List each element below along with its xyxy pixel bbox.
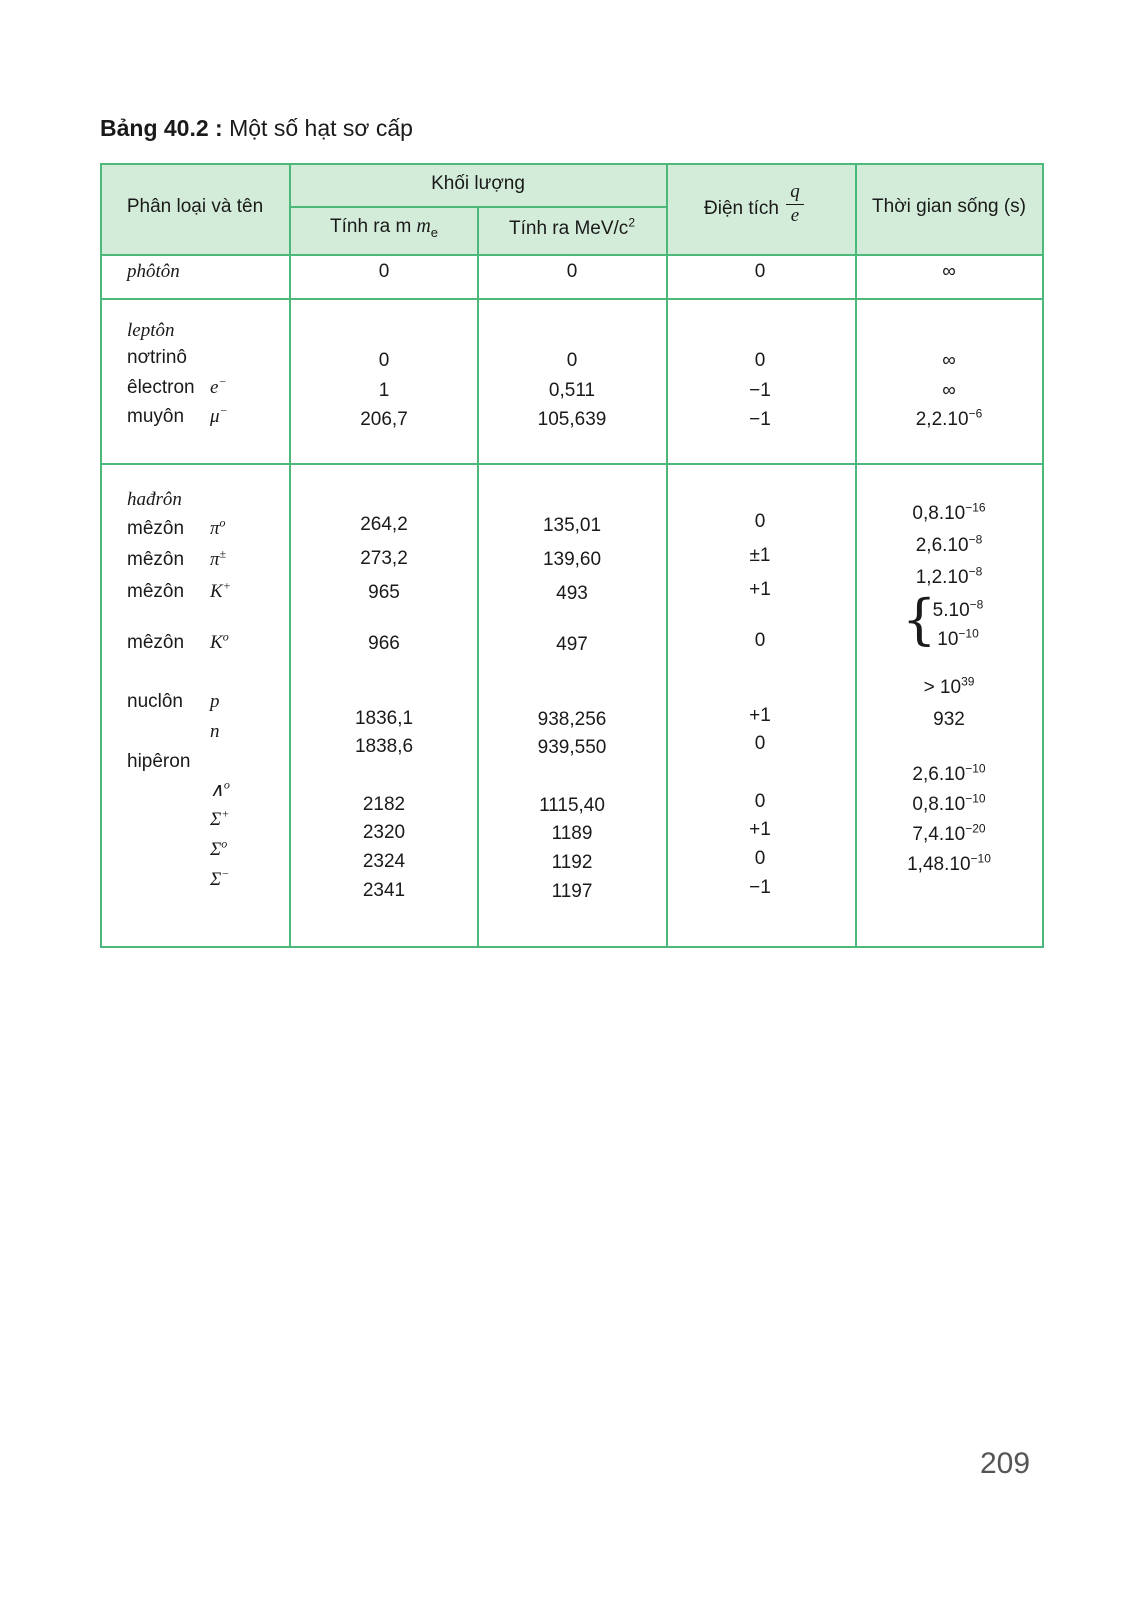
hadron-mass-mev: 939,550 bbox=[537, 737, 607, 758]
hadron-lifetime: $10^{-10}$ bbox=[937, 626, 979, 650]
table-border-right bbox=[1042, 163, 1044, 948]
lepton-lifetime: ∞ bbox=[942, 350, 956, 371]
lepton-symbol: e− bbox=[210, 374, 227, 398]
photon-name: phôtôn bbox=[127, 261, 180, 282]
header-charge: Điện tích bbox=[704, 198, 779, 219]
lifetime-brace: { bbox=[902, 588, 937, 651]
hadron-symbol: p bbox=[210, 691, 220, 712]
hadron-mass-mev: 135,01 bbox=[542, 515, 602, 536]
col-divider-2 bbox=[477, 206, 479, 948]
hadron-name: hipêron bbox=[127, 751, 191, 772]
photon-row-line bbox=[100, 298, 1044, 300]
charge-fraction-denominator: e bbox=[790, 205, 800, 226]
header-mass: Khối lượng bbox=[431, 173, 525, 194]
hadron-lifetime: $5.10^{-8}$ bbox=[932, 597, 984, 621]
hadron-mass-me: 1838,6 bbox=[354, 736, 414, 757]
hadron-charge: ±1 bbox=[749, 545, 771, 566]
hadron-mass-me: 2341 bbox=[362, 880, 406, 901]
hadron-mass-mev: 1192 bbox=[551, 852, 593, 873]
hadron-charge: +1 bbox=[749, 705, 771, 726]
hadron-lifetime: $2,6.10^{-8}$ bbox=[915, 532, 983, 556]
hadron-charge: 0 bbox=[754, 848, 766, 869]
col-divider-3 bbox=[666, 163, 668, 948]
table-border-left bbox=[100, 163, 102, 948]
lepton-name: nơtrinô bbox=[127, 347, 187, 368]
hadron-name: mêzôn bbox=[127, 518, 185, 539]
lepton-mass-me: 1 bbox=[378, 380, 390, 401]
lepton-name: muyôn bbox=[127, 406, 185, 427]
hadron-charge: 0 bbox=[754, 791, 766, 812]
lepton-mass-mev: 105,639 bbox=[537, 409, 607, 430]
table-border-top bbox=[100, 163, 1044, 165]
lepton-charge: −1 bbox=[749, 380, 771, 401]
lepton-symbol: μ− bbox=[210, 403, 228, 427]
hadron-mass-mev: 139,60 bbox=[542, 549, 602, 570]
hadron-mass-me: 2324 bbox=[362, 851, 406, 872]
hadron-name: mêzôn bbox=[127, 581, 185, 602]
hadron-symbol: π± bbox=[210, 546, 227, 570]
hadron-name: mêzôn bbox=[127, 632, 185, 653]
lepton-mass-me: 0 bbox=[378, 350, 390, 371]
photon-mass-me: 0 bbox=[378, 261, 390, 282]
hadron-symbol: $\Sigma^o$ bbox=[210, 836, 228, 860]
hadron-mass-mev: 493 bbox=[556, 583, 588, 604]
hadron-symbol: $K^o$ bbox=[210, 629, 229, 653]
hadron-symbol: ∧$^o$ bbox=[210, 777, 230, 801]
lepton-row-line bbox=[100, 463, 1044, 465]
hadron-charge: +1 bbox=[749, 819, 771, 840]
lepton-lifetime: $2,2.10^{-6}$ bbox=[915, 406, 983, 430]
hadron-charge: 0 bbox=[754, 733, 766, 754]
hadron-name: mêzôn bbox=[127, 549, 185, 570]
hadron-lifetime: $7,4.10^{-20}$ bbox=[912, 821, 986, 845]
hadron-symbol: $\pi^o$ bbox=[210, 515, 226, 539]
hadron-charge: 0 bbox=[754, 511, 766, 532]
photon-charge: 0 bbox=[754, 261, 766, 282]
header-classification: Phân loại và tên bbox=[126, 196, 264, 217]
lepton-mass-mev: 0,511 bbox=[548, 380, 596, 401]
hadron-lifetime: $2,6.10^{-10}$ bbox=[912, 761, 986, 785]
col-divider-1 bbox=[289, 163, 291, 948]
photon-mass-mev: 0 bbox=[566, 261, 578, 282]
caption-label: Bảng 40.2 : bbox=[100, 115, 223, 141]
lepton-charge: 0 bbox=[754, 350, 766, 371]
mass-subheader-line bbox=[290, 206, 668, 208]
hadron-mass-mev: 938,256 bbox=[537, 709, 607, 730]
table-border-bottom bbox=[100, 946, 1044, 948]
hadron-charge: −1 bbox=[749, 877, 771, 898]
particle-table bbox=[100, 163, 1044, 948]
col-divider-4 bbox=[855, 163, 857, 948]
header-bottom-line bbox=[100, 254, 1044, 256]
caption-text: Một số hạt sơ cấp bbox=[229, 115, 413, 141]
lepton-mass-mev: 0 bbox=[566, 350, 578, 371]
hadron-mass-me: 965 bbox=[368, 582, 400, 603]
hadron-name: nuclôn bbox=[127, 691, 183, 712]
hadron-lifetime: 932 bbox=[933, 709, 965, 730]
hadron-mass-mev: 1115,40 bbox=[539, 795, 605, 816]
hadron-mass-me: 2320 bbox=[362, 822, 406, 843]
lepton-mass-me: 206,7 bbox=[360, 409, 408, 430]
hadron-charge: 0 bbox=[754, 630, 766, 651]
hadron-mass-mev: 1197 bbox=[551, 881, 593, 902]
photon-lifetime: ∞ bbox=[942, 261, 956, 282]
hadron-lifetime: $0,8.10^{-16}$ bbox=[912, 500, 986, 524]
hadron-mass-me: 273,2 bbox=[360, 548, 408, 569]
hadron-mass-me: 264,2 bbox=[360, 514, 408, 535]
hadron-symbol: Σ− bbox=[210, 866, 230, 890]
hadron-charge: +1 bbox=[749, 579, 771, 600]
hadron-mass-mev: 1189 bbox=[551, 823, 593, 844]
hadron-lifetime: $1,48.10^{-10}$ bbox=[907, 851, 991, 875]
lepton-charge: −1 bbox=[749, 409, 771, 430]
header-lifetime: Thời gian sống (s) bbox=[872, 196, 1026, 217]
hadron-symbol: Σ+ bbox=[210, 806, 230, 830]
hadron-symbol: n bbox=[210, 721, 220, 742]
lepton-group-label: leptôn bbox=[127, 320, 175, 341]
header-mass-mev: Tính ra MeV/$c^2$ bbox=[508, 215, 636, 239]
lepton-name: êlectron bbox=[127, 377, 195, 398]
hadron-lifetime: $1,2.10^{-8}$ bbox=[915, 564, 983, 588]
charge-fraction-numerator: q bbox=[790, 181, 800, 202]
hadron-symbol: K+ bbox=[210, 578, 231, 602]
hadron-lifetime: > $10^{39}$ bbox=[923, 674, 975, 698]
hadron-mass-me: 2182 bbox=[362, 794, 406, 815]
hadron-mass-me: 1836,1 bbox=[354, 708, 414, 729]
header-mass-me: Tính ra m $m_e$ bbox=[330, 215, 438, 240]
hadron-lifetime: $0,8.10^{-10}$ bbox=[912, 791, 986, 815]
lepton-lifetime: ∞ bbox=[942, 380, 956, 401]
table-caption bbox=[100, 115, 413, 142]
hadron-mass-mev: 497 bbox=[556, 634, 588, 655]
hadron-mass-me: 966 bbox=[368, 633, 400, 654]
page-number: 209 bbox=[980, 1447, 1031, 1480]
hadron-group-label: hađrôn bbox=[127, 489, 182, 510]
